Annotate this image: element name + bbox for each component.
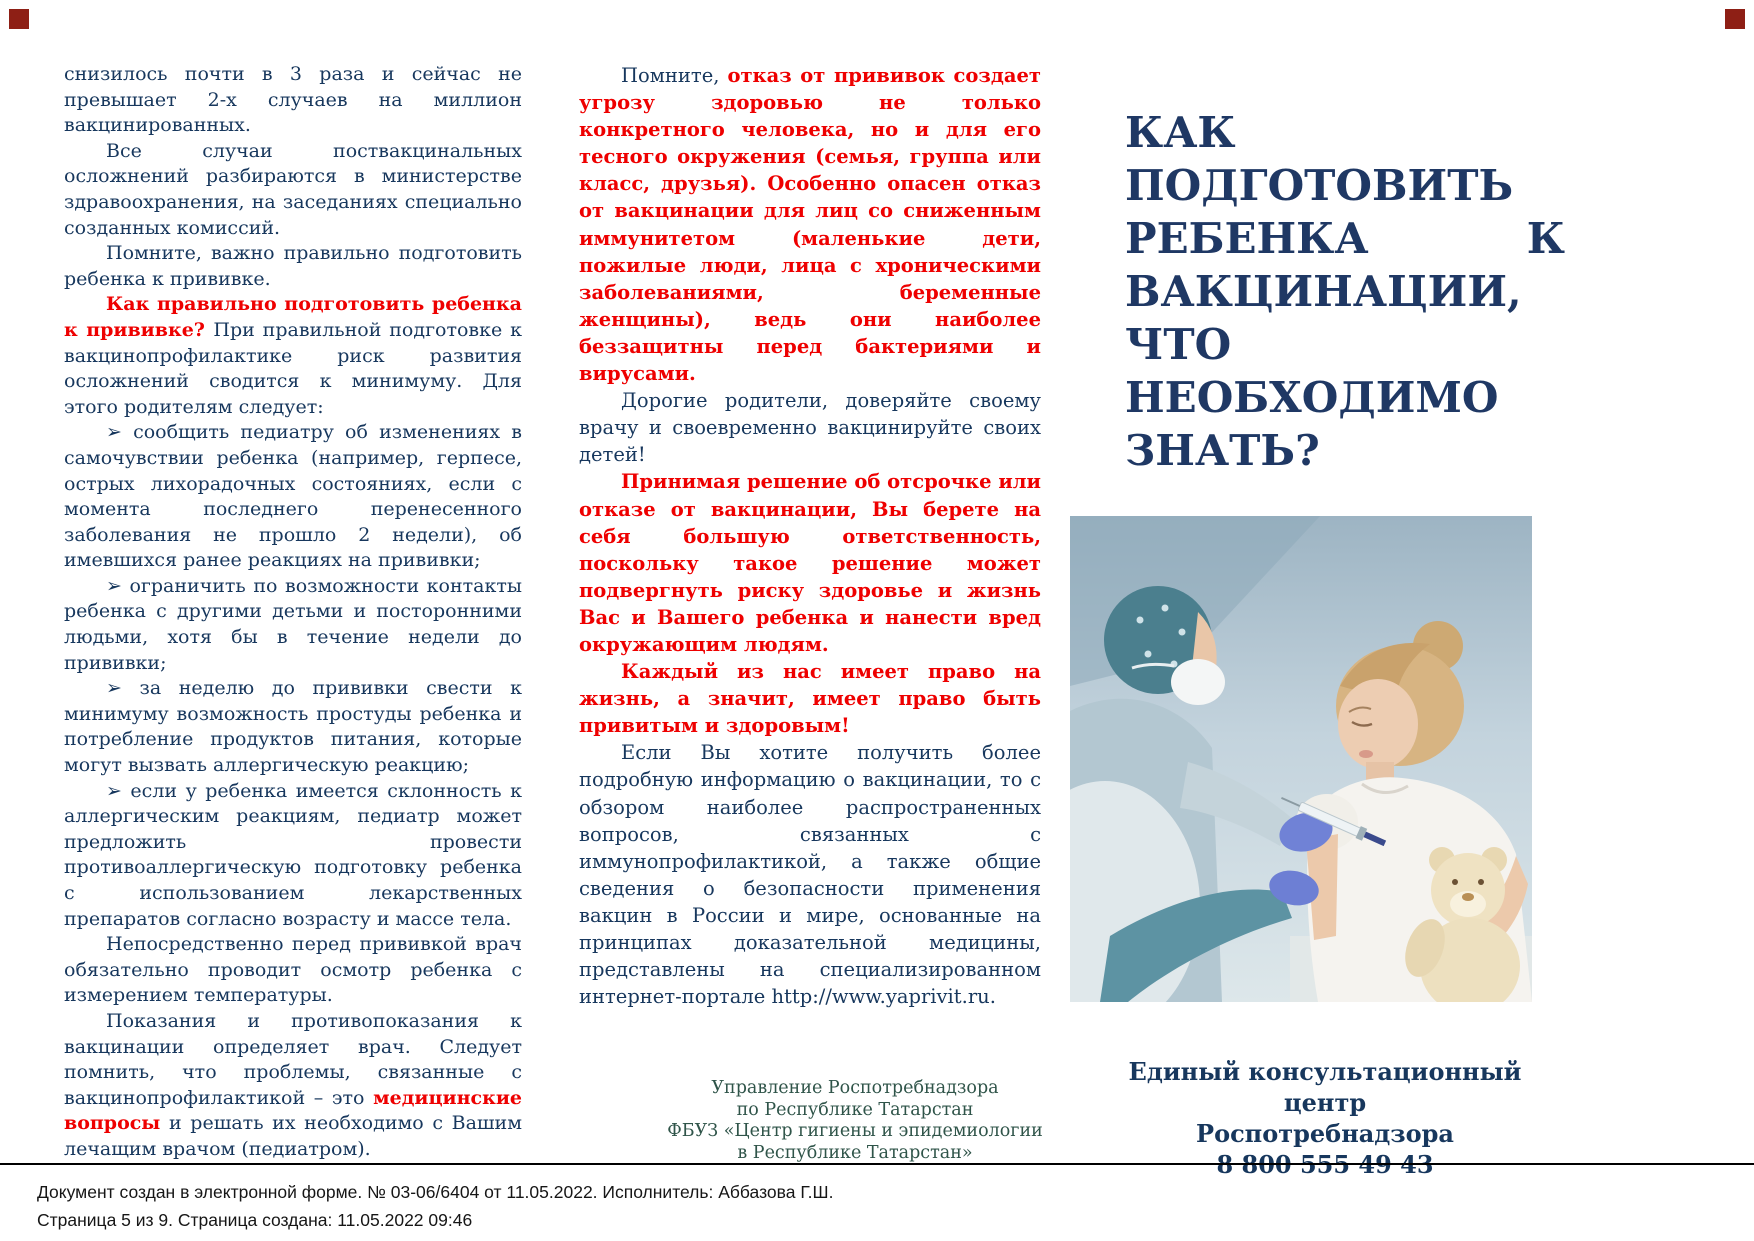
organization-block — [635, 1078, 1075, 1164]
text-line: Управление Роспотребнадзора — [711, 1078, 999, 1098]
vaccination-photo — [1070, 516, 1532, 1002]
text-line: НЕОБХОДИМО — [1125, 373, 1499, 422]
corner-mark-top-left — [9, 9, 29, 29]
paragraph: снизилось почти в 3 раза и сейчас не превышает 2-х случаев на миллион вакцинированных. — [64, 63, 522, 137]
text-line: Единый консультационный центр — [1128, 1057, 1522, 1117]
paragraph: ➢ если у ребенка имеется склонность к аллергическим реакциям, педиатр может предложить провести противоаллергическую подготовку ребенка с использованием лекарственных препаратов согласно возрасту и массе тела. — [64, 779, 522, 930]
paragraph: Принимая решение об отсрочке или отказе от вакцинации, Вы берете на себя большую ответственность, поскольку такое решение может подвергнуть риску здоровье и жизнь Вас и Вашего ребенка и нанести вред окружающим людям. — [579, 470, 1041, 656]
text-line: РЕБЕНКА К — [1125, 214, 1565, 263]
edms-footer-line-1: Документ создан в электронной форме. № 03-06/6404 от 11.05.2022. Исполнитель: Аббазова Г.Ш. — [37, 1182, 834, 1202]
text-line: 8 800 555 49 43 — [1216, 1150, 1434, 1179]
paragraph: Как правильно подготовить ребенка к прививке? При правильной подготовке к вакцинопрофилактике риск развития осложнений сводится к минимуму. Для этого родителям следует: — [64, 293, 522, 418]
middle-text-column — [579, 62, 1041, 1010]
paragraph: Помните, отказ от прививок создает угрозу здоровью не только конкретного человека, но и для его тесного окружения (семья, группа или класс, друзья). Особенно опасен отказ от вакцинации для лиц со сниженным иммунитетом (маленькие дети, пожилые люди, лица с хроническими заболеваниями, беременные женщины), ведь они наиболее беззащитны перед бактериями и вирусами. — [579, 64, 1041, 386]
paragraph: Показания и противопоказания к вакцинации определяет врач. Следует помнить, что проблемы, связанные с вакцинопрофилактикой – это медицинские вопросы и решать их необходимо с Вашим лечащим врачом (педиатром). — [64, 1009, 522, 1160]
paragraph: ➢ за неделю до прививки свести к минимуму возможность простуды ребенка и потребление продуктов питания, которые могут вызвать аллергическую реакцию; — [64, 677, 522, 777]
contact-block — [1085, 1056, 1565, 1180]
text-line: ПОДГОТОВИТЬ — [1125, 161, 1514, 210]
paragraph: ➢ ограничить по возможности контакты ребенка с другими детьми и посторонними людьми, хотя бы в течение недели до прививки; — [64, 574, 522, 674]
text-line: КАК — [1125, 108, 1236, 157]
text-line: ФБУЗ «Центр гигиены и эпидемиологии — [667, 1121, 1043, 1141]
paragraph: Помните, важно правильно подготовить ребенка к прививке. — [64, 242, 522, 290]
text-line: ЗНАТЬ? — [1125, 426, 1320, 475]
footer-divider — [0, 1163, 1754, 1165]
corner-mark-top-right — [1725, 9, 1745, 29]
paragraph: Если Вы хотите получить более подробную информацию о вакцинации, то с обзором наиболее распространенных вопросов, связанных с иммунопрофилактикой, а также общие сведения о безопасности применения вакцин в России и мире, основанные на принципах доказательной медицины, представлены на специализированном интернет-портале http://www.yaprivit.ru. — [579, 741, 1041, 1009]
paragraph: Дорогие родители, доверяйте своему врачу и своевременно вакцинируйте своих детей! — [579, 389, 1041, 467]
paragraph: Все случаи поствакцинальных осложнений разбираются в министерстве здравоохранения, на заседаниях специально созданных комиссий. — [64, 139, 522, 239]
paragraph: Каждый из нас имеет право на жизнь, а значит, имеет право быть привитым и здоровым! — [579, 660, 1041, 738]
paragraph: ➢ сообщить педиатру об изменениях в самочувствии ребенка (например, герпесе, острых лихорадочных состояниях, если с момента последнего перенесенного заболевания не прошло 2 недели), об имевшихся ранее реакциях на прививки; — [64, 421, 522, 572]
text-line: ЧТО — [1125, 320, 1232, 369]
text-line: ВАКЦИНАЦИИ, — [1125, 267, 1522, 316]
text-line: Роспотребнадзора — [1196, 1119, 1454, 1148]
paragraph: Непосредственно перед прививкой врач обязательно проводит осмотр ребенка с измерением температуры. — [64, 933, 522, 1007]
edms-footer-line-2: Страница 5 из 9. Страница создана: 11.05.2022 09:46 — [37, 1210, 473, 1230]
text-line: в Республике Татарстан» — [737, 1142, 973, 1163]
left-text-column — [64, 62, 522, 1163]
brochure-title — [1125, 106, 1565, 477]
text-line: по Республике Татарстан — [736, 1099, 974, 1120]
